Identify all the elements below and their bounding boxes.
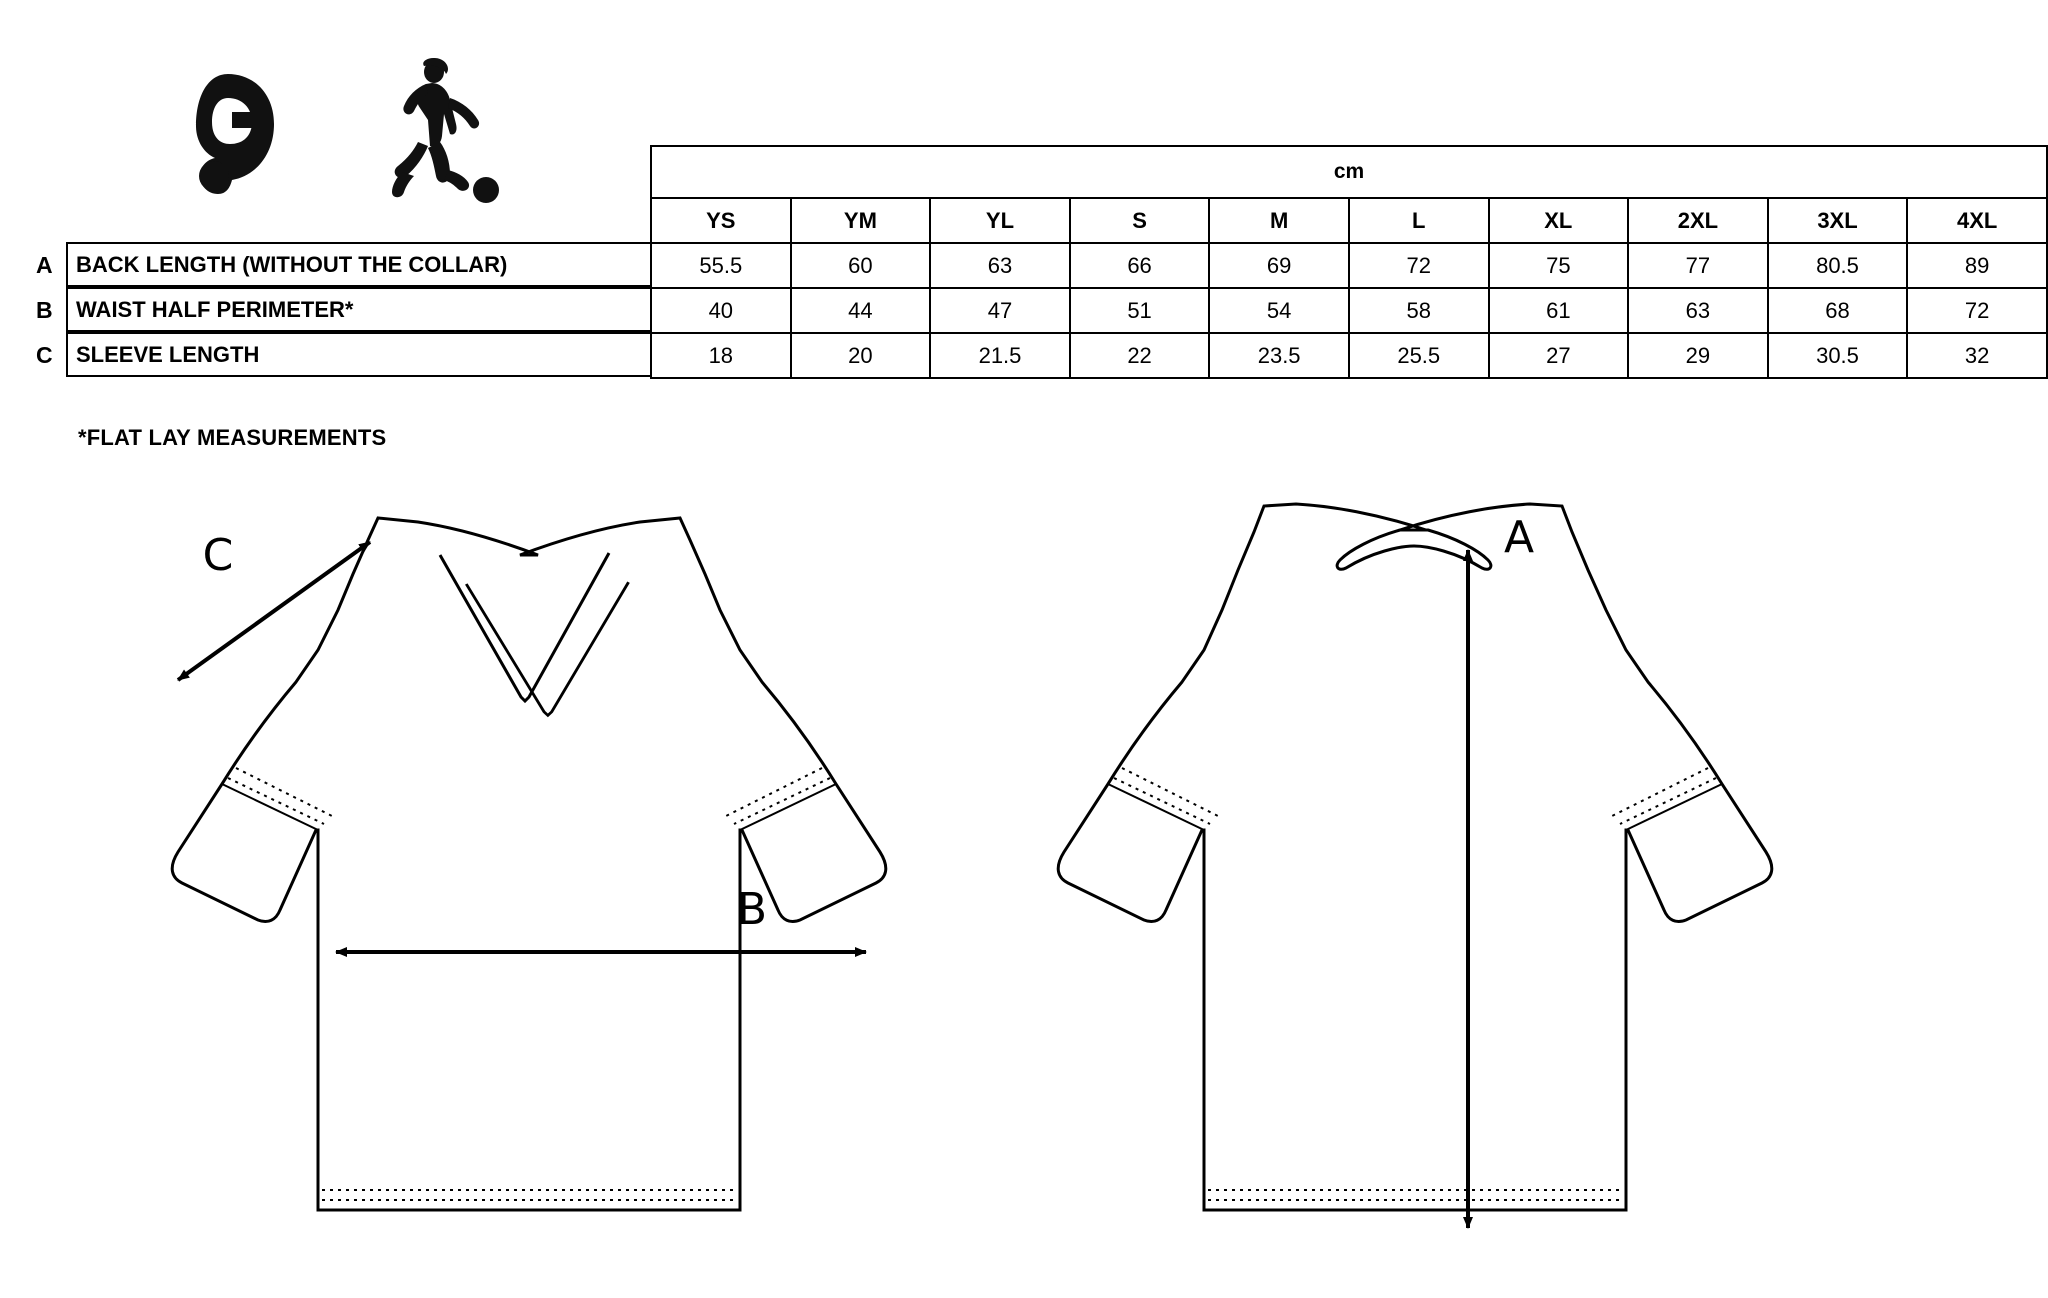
measure-b-label: B (736, 884, 768, 935)
cell-a-4xl: 89 (1907, 243, 2047, 288)
cell-b-3xl: 68 (1768, 288, 1908, 333)
measure-c-label: C (202, 530, 234, 581)
measurement-row-labels (36, 243, 650, 378)
cell-a-3xl: 80.5 (1768, 243, 1908, 288)
cell-b-l: 58 (1349, 288, 1489, 333)
row-letter-b: B (36, 297, 53, 323)
row-label-a (36, 243, 650, 288)
flat-lay-footnote: *FLAT LAY MEASUREMENTS (78, 425, 387, 450)
row-label-b (36, 288, 650, 333)
size-header-3xl: 3XL (1768, 198, 1908, 243)
cell-c-l: 25.5 (1349, 333, 1489, 378)
row-name-back-length: BACK LENGTH (WITHOUT THE COLLAR) (66, 242, 650, 287)
cell-b-m: 54 (1209, 288, 1349, 333)
size-header-l: L (1349, 198, 1489, 243)
table-row (651, 333, 2047, 378)
cell-b-4xl: 72 (1907, 288, 2047, 333)
cell-a-xl: 75 (1489, 243, 1629, 288)
measure-a-label: A (1504, 512, 1535, 563)
cell-c-xl: 27 (1489, 333, 1629, 378)
size-header-2xl: 2XL (1628, 198, 1768, 243)
unit-header-row (651, 146, 2047, 198)
cell-b-ys: 40 (651, 288, 791, 333)
branding-area (170, 58, 530, 218)
cell-a-ys: 55.5 (651, 243, 791, 288)
back-body-outline (1058, 504, 1772, 1210)
row-name-sleeve-length: SLEEVE LENGTH (66, 332, 650, 377)
cell-b-xl: 61 (1489, 288, 1629, 333)
size-header-ys: YS (651, 198, 791, 243)
size-header-yl: YL (930, 198, 1070, 243)
table-row (651, 243, 2047, 288)
cell-c-m: 23.5 (1209, 333, 1349, 378)
size-header-xl: XL (1489, 198, 1629, 243)
brand-mark-icon (170, 68, 300, 198)
size-header-4xl: 4XL (1907, 198, 2047, 243)
cell-c-4xl: 32 (1907, 333, 2047, 378)
cell-a-s: 66 (1070, 243, 1210, 288)
size-header-m: M (1209, 198, 1349, 243)
size-header-ym: YM (791, 198, 931, 243)
cell-b-ym: 44 (791, 288, 931, 333)
cell-a-yl: 63 (930, 243, 1070, 288)
garment-diagrams (0, 500, 2048, 1298)
row-letter-a: A (36, 252, 53, 278)
size-header-row (651, 198, 2047, 243)
cell-b-2xl: 63 (1628, 288, 1768, 333)
row-label-c (36, 333, 650, 378)
cell-a-ym: 60 (791, 243, 931, 288)
cell-a-2xl: 77 (1628, 243, 1768, 288)
cell-b-yl: 47 (930, 288, 1070, 333)
cell-c-ym: 20 (791, 333, 931, 378)
cell-c-3xl: 30.5 (1768, 333, 1908, 378)
cell-b-s: 51 (1070, 288, 1210, 333)
cell-a-l: 72 (1349, 243, 1489, 288)
size-chart-table (650, 145, 2048, 379)
jersey-back-view (1058, 504, 1772, 1210)
female-soccer-player-silhouette-icon (370, 58, 520, 218)
cell-c-s: 22 (1070, 333, 1210, 378)
front-body-outline (172, 518, 886, 1210)
row-letter-c: C (36, 342, 53, 368)
unit-label: cm (651, 146, 2047, 198)
jersey-front-view (172, 518, 886, 1210)
cell-a-m: 69 (1209, 243, 1349, 288)
cell-c-ys: 18 (651, 333, 791, 378)
table-row (651, 288, 2047, 333)
cell-c-2xl: 29 (1628, 333, 1768, 378)
row-name-waist-half-perimeter: WAIST HALF PERIMETER* (66, 287, 650, 332)
cell-c-yl: 21.5 (930, 333, 1070, 378)
size-header-s: S (1070, 198, 1210, 243)
